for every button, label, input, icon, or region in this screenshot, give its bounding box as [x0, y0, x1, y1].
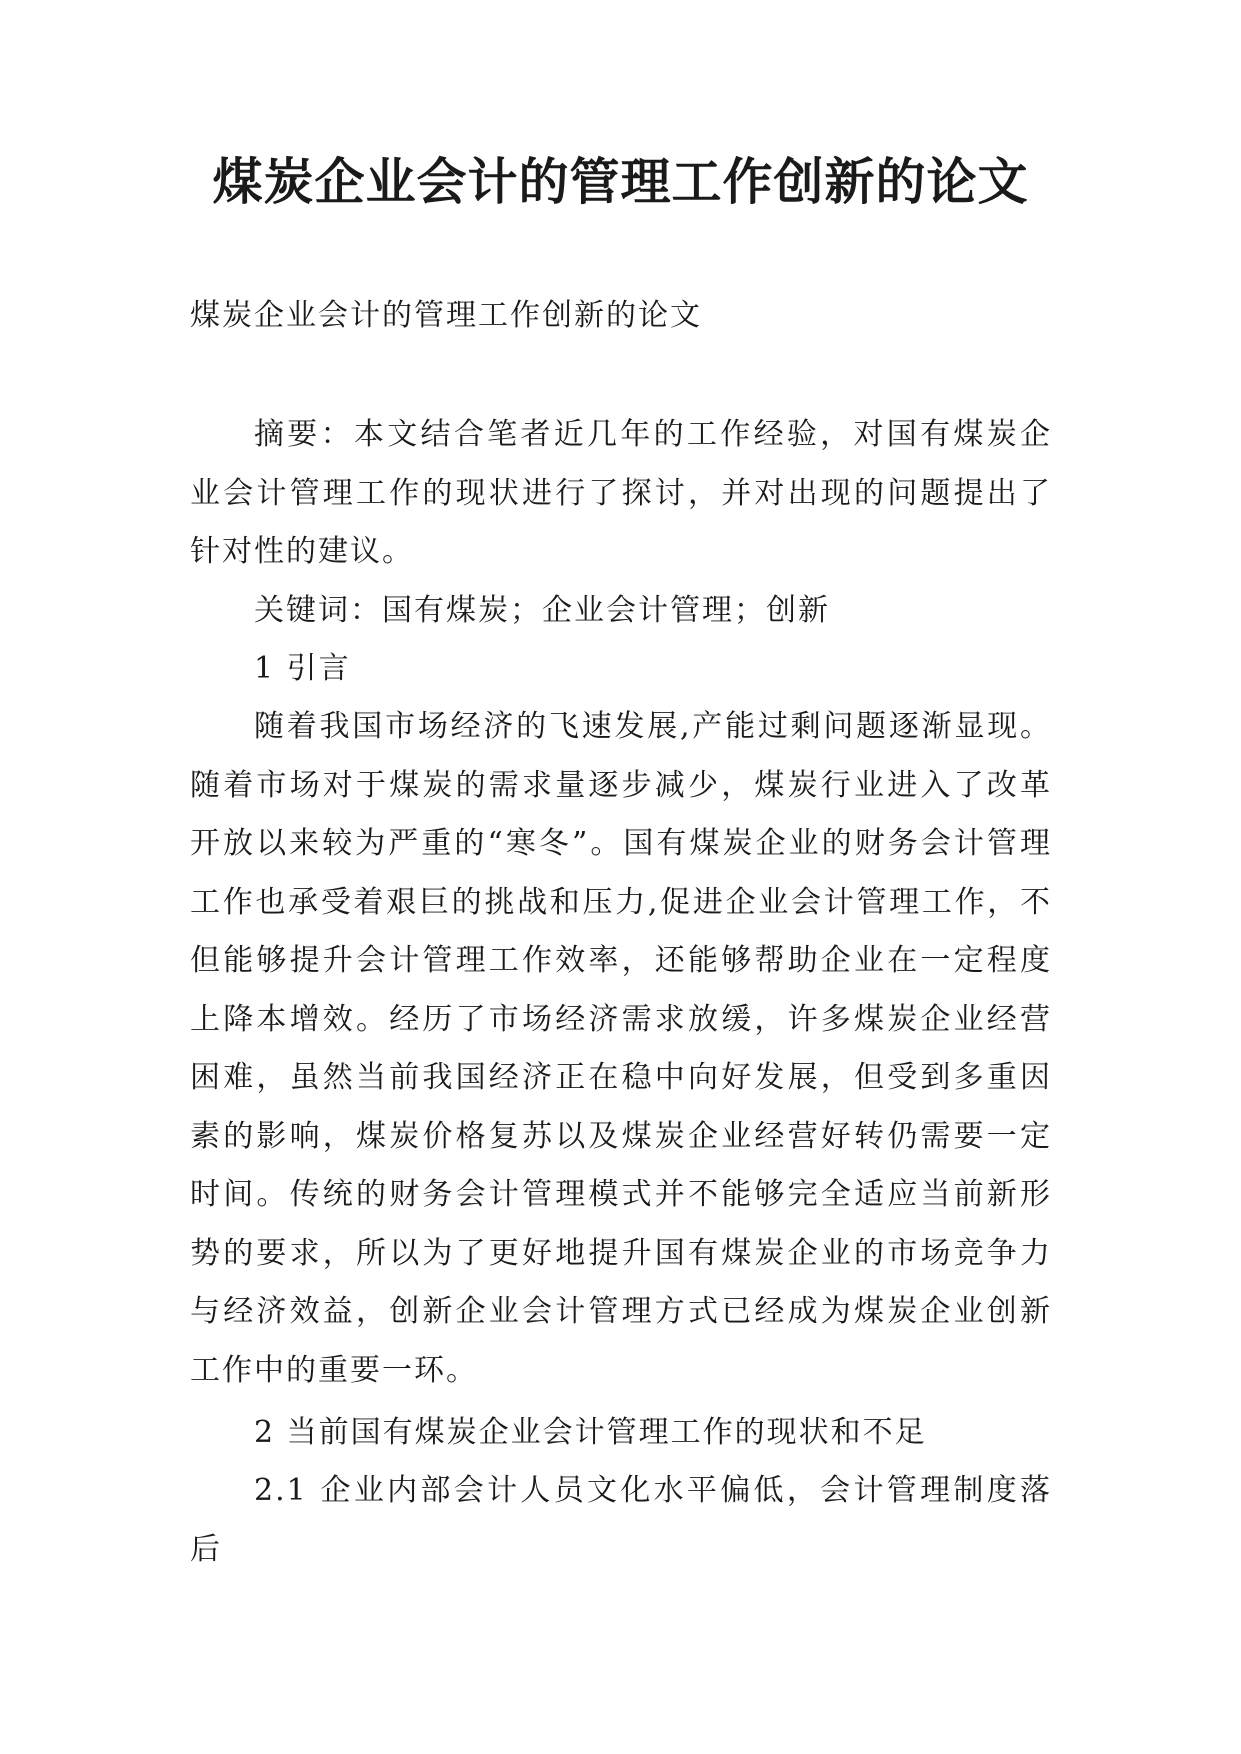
section-2-heading: 2 当前国有煤炭企业会计管理工作的现状和不足 [254, 1415, 927, 1450]
section-2-1-heading: 2.1 企业内部会计人员文化水平偏低，会计管理制度落后 [190, 1473, 1052, 1567]
document-subtitle: 煤炭企业会计的管理工作创新的论文 [190, 298, 702, 333]
section-1-heading: 1 引言 [254, 651, 351, 686]
document-title: 煤炭企业会计的管理工作创新的论文 [212, 153, 1029, 211]
keywords-paragraph: 关键词：国有煤炭；企业会计管理；创新 [254, 593, 830, 628]
abstract-paragraph: 摘要：本文结合笔者近几年的工作经验，对国有煤炭企业会计管理工作的现状进行了探讨，并对出现的问题提出了针对性的建议。 [190, 417, 1052, 569]
section-1-body: 随着我国市场经济的飞速发展,产能过剩问题逐渐显现。随着市场对于煤炭的需求量逐步减少，煤炭行业进入了改革开放以来较为严重的“寒冬”。国有煤炭企业的财务会计管理工作也承受着艰巨的挑战和压力,促进企业会计管理工作，不但能够提升会计管理工作效率，还能够帮助企业在一定程度上降本增效。经历了市场经济需求放缓，许多煤炭企业经营困难，虽然当前我国经济正在稳中向好发展，但受到多重因素的影响，煤炭价格复苏以及煤炭企业经营好转仍需要一定时间。传统的财务会计管理模式并不能够完全适应当前新形势的要求，所以为了更好地提升国有煤炭企业的市场竞争力与经济效益，创新企业会计管理方式已经成为煤炭企业创新工作中的重要一环。 [190, 709, 1052, 1388]
